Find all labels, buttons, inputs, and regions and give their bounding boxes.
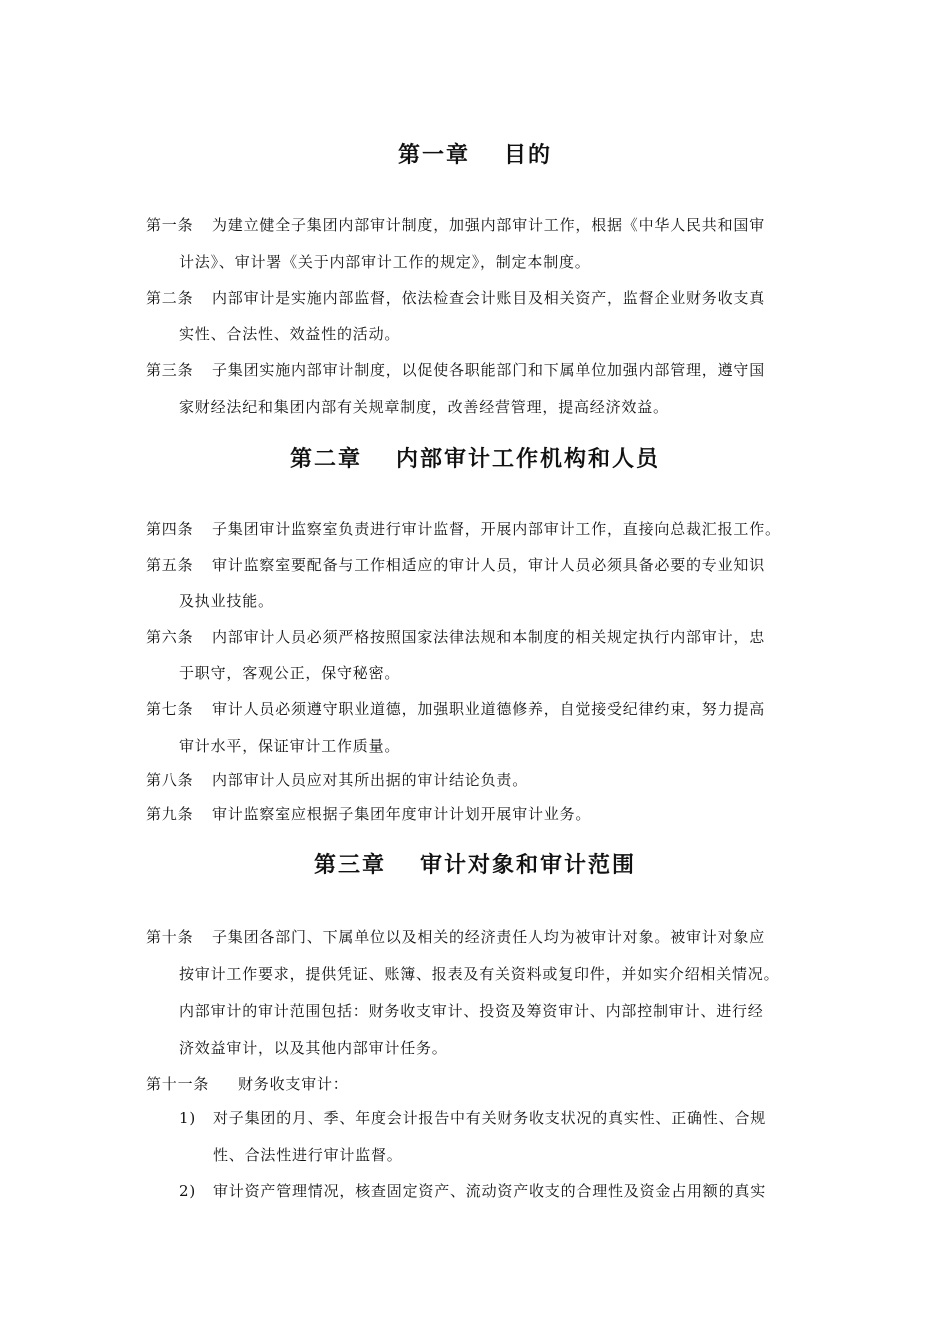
article-text: 审计监察室要配备与工作相适应的审计人员，审计人员必须具备必要的专业知识 xyxy=(212,556,766,574)
article-10-continuation: 内部审计的审计范围包括：财务收支审计、投资及筹资审计、内部控制审计、进行经 xyxy=(179,1002,764,1020)
chapter-number: 第三章 xyxy=(313,852,386,878)
article-text: 内部审计人员应对其所出据的审计结论负责。 xyxy=(212,771,529,789)
chapter-number: 第二章 xyxy=(289,446,362,472)
list-text: 审计资产管理情况，核查固定资产、流动资产收支的合理性及资金占用额的真实 xyxy=(213,1182,767,1200)
article-1 xyxy=(146,215,765,235)
chapter-number: 第一章 xyxy=(397,142,470,168)
article-text: 子集团各部门、下属单位以及相关的经济责任人均为被审计对象。被审计对象应 xyxy=(212,928,766,946)
chapter-title: 审计对象和审计范围 xyxy=(420,852,637,878)
article-text: 内部审计人员必须严格按照国家法律法规和本制度的相关规定执行内部审计，忠 xyxy=(212,628,766,646)
article-6-continuation: 于职守，客观公正，保守秘密。 xyxy=(179,664,401,682)
article-2-continuation: 实性、合法性、效益性的活动。 xyxy=(179,325,401,343)
article-1-continuation: 计法》、审计署《关于内部审计工作的规定》，制定本制度。 xyxy=(179,253,591,271)
article-text: 财务收支审计： xyxy=(238,1075,349,1093)
list-number: 1) xyxy=(179,1109,196,1127)
article-text: 为建立健全子集团内部审计制度，加强内部审计工作，根据《中华人民共和国审 xyxy=(212,216,766,234)
article-text: 审计人员必须遵守职业道德，加强职业道德修养，自觉接受纪律约束，努力提高 xyxy=(212,700,766,718)
article-text: 子集团实施内部审计制度，以促使各职能部门和下属单位加强内部管理，遵守国 xyxy=(212,361,766,379)
article-label: 第三条 xyxy=(146,361,194,379)
list-item-2 xyxy=(179,1181,766,1201)
chapter-title: 内部审计工作机构和人员 xyxy=(396,446,661,472)
article-10-continuation: 济效益审计，以及其他内部审计任务。 xyxy=(179,1039,448,1057)
list-item-1-continuation: 性、合法性进行审计监督。 xyxy=(213,1146,403,1164)
article-6 xyxy=(146,627,765,647)
article-7 xyxy=(146,699,765,719)
article-7-continuation: 审计水平，保证审计工作质量。 xyxy=(179,737,401,755)
list-text: 对子集团的月、季、年度会计报告中有关财务收支状况的真实性、正确性、合规 xyxy=(213,1109,767,1127)
list-number: 2) xyxy=(179,1182,196,1200)
article-9 xyxy=(146,804,591,824)
chapter-3-heading xyxy=(0,848,950,879)
article-8 xyxy=(146,770,528,790)
article-10-continuation: 按审计工作要求，提供凭证、账簿、报表及有关资料或复印件，并如实介绍相关情况。 xyxy=(179,965,780,983)
article-label: 第二条 xyxy=(146,289,194,307)
article-label: 第一条 xyxy=(146,216,194,234)
article-5-continuation: 及执业技能。 xyxy=(179,592,274,610)
article-11 xyxy=(146,1074,349,1094)
article-label: 第六条 xyxy=(146,628,194,646)
article-3 xyxy=(146,360,765,380)
article-4 xyxy=(146,519,781,539)
article-label: 第四条 xyxy=(146,520,194,538)
article-label: 第七条 xyxy=(146,700,194,718)
article-label: 第十一条 xyxy=(146,1075,210,1093)
list-item-1 xyxy=(179,1108,766,1128)
article-5 xyxy=(146,555,765,575)
article-text: 审计监察室应根据子集团年度审计计划开展审计业务。 xyxy=(212,805,592,823)
chapter-2-heading xyxy=(0,442,950,473)
chapter-1-heading xyxy=(0,138,950,169)
chapter-title: 目的 xyxy=(504,142,553,168)
article-text: 子集团审计监察室负责进行审计监督，开展内部审计工作，直接向总裁汇报工作。 xyxy=(212,520,781,538)
article-label: 第九条 xyxy=(146,805,194,823)
article-3-continuation: 家财经法纪和集团内部有关规章制度，改善经营管理，提高经济效益。 xyxy=(179,398,669,416)
article-label: 第八条 xyxy=(146,771,194,789)
article-label: 第五条 xyxy=(146,556,194,574)
article-text: 内部审计是实施内部监督，依法检查会计账目及相关资产，监督企业财务收支真 xyxy=(212,289,766,307)
article-10 xyxy=(146,927,765,947)
article-label: 第十条 xyxy=(146,928,194,946)
article-2 xyxy=(146,288,765,308)
